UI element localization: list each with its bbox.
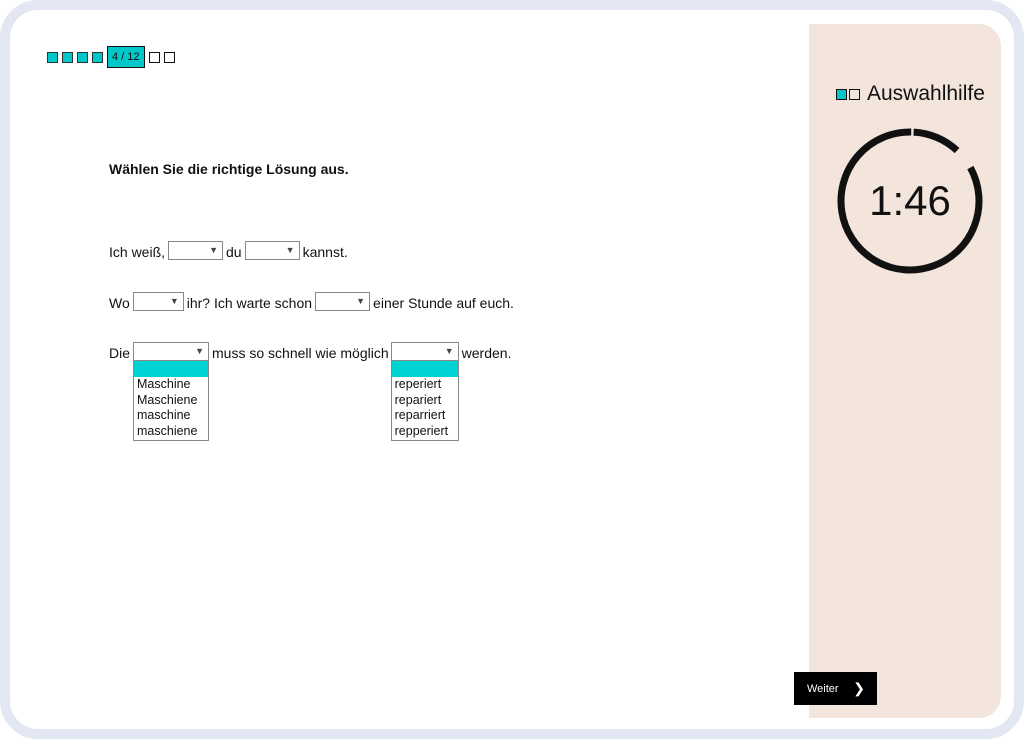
question-text: muss so schnell wie möglich [212,345,389,361]
question-text: einer Stunde auf euch. [373,295,514,311]
progress-counter: 4 / 12 [107,46,145,68]
progress-step-done [92,52,103,63]
question-text: du [226,244,242,260]
help-panel [809,24,1001,718]
question-2 [109,292,514,312]
q3-select-1[interactable] [133,342,209,438]
q1-select-1[interactable] [168,241,223,260]
chevron-right-icon: ❯ [853,680,865,696]
top-tab-hint [80,0,120,4]
panel-title [836,82,985,106]
dropdown-option[interactable]: repariert [394,392,442,407]
q3-select-2-listbox [391,360,459,441]
q2-select-2[interactable] [315,292,370,311]
progress-indicator [47,46,179,68]
dropdown-option[interactable]: Maschiene [137,392,198,407]
dropdown-option[interactable]: repperiert [394,423,449,438]
top-tab-hint [130,0,170,4]
dropdown-option[interactable]: Maschine [137,377,191,391]
question-text: ihr? Ich warte schon [186,295,313,311]
question-3 [109,342,512,438]
task-instruction: Wählen Sie die richtige Lösung aus. [109,161,349,177]
panel-title-text: Auswahlhilfe [867,82,985,105]
logo-square-empty-icon [849,89,860,100]
dropdown-highlight-empty[interactable] [392,361,458,377]
q2-select-1[interactable] [133,292,184,311]
progress-step-done [62,52,73,63]
dropdown-arrow-icon: ▼ [285,245,295,255]
dropdown-highlight-empty[interactable] [134,361,208,377]
q1-select-2[interactable] [245,241,300,260]
progress-step-done [47,52,58,63]
dropdown-option[interactable]: maschiene [137,423,198,438]
progress-step-todo [164,52,175,63]
q3-select-1-listbox [133,360,209,441]
question-text: werden. [461,345,512,361]
dropdown-arrow-icon: ▼ [209,245,219,255]
dropdown-option[interactable]: reparriert [394,408,446,422]
dropdown-option[interactable]: maschine [137,408,191,422]
question-text: Die [109,345,131,361]
question-text: kannst. [302,244,348,260]
next-button[interactable] [794,672,877,705]
timer-value: 1:46 [869,177,951,224]
dropdown-option[interactable]: reperiert [394,377,442,391]
progress-step-done [77,52,88,63]
progress-step-todo [149,52,160,63]
question-text: Ich weiß, [109,244,166,260]
dropdown-arrow-icon: ▼ [356,296,366,306]
q3-select-2[interactable] [391,342,459,438]
question-text: Wo [109,295,130,311]
dropdown-arrow-icon: ▼ [195,346,205,356]
countdown-timer [837,128,983,274]
logo-square-filled-icon [836,89,847,100]
dropdown-arrow-icon: ▼ [444,346,454,356]
next-button-label: Weiter [807,682,839,695]
question-1 [109,241,348,261]
dropdown-arrow-icon: ▼ [169,296,179,306]
